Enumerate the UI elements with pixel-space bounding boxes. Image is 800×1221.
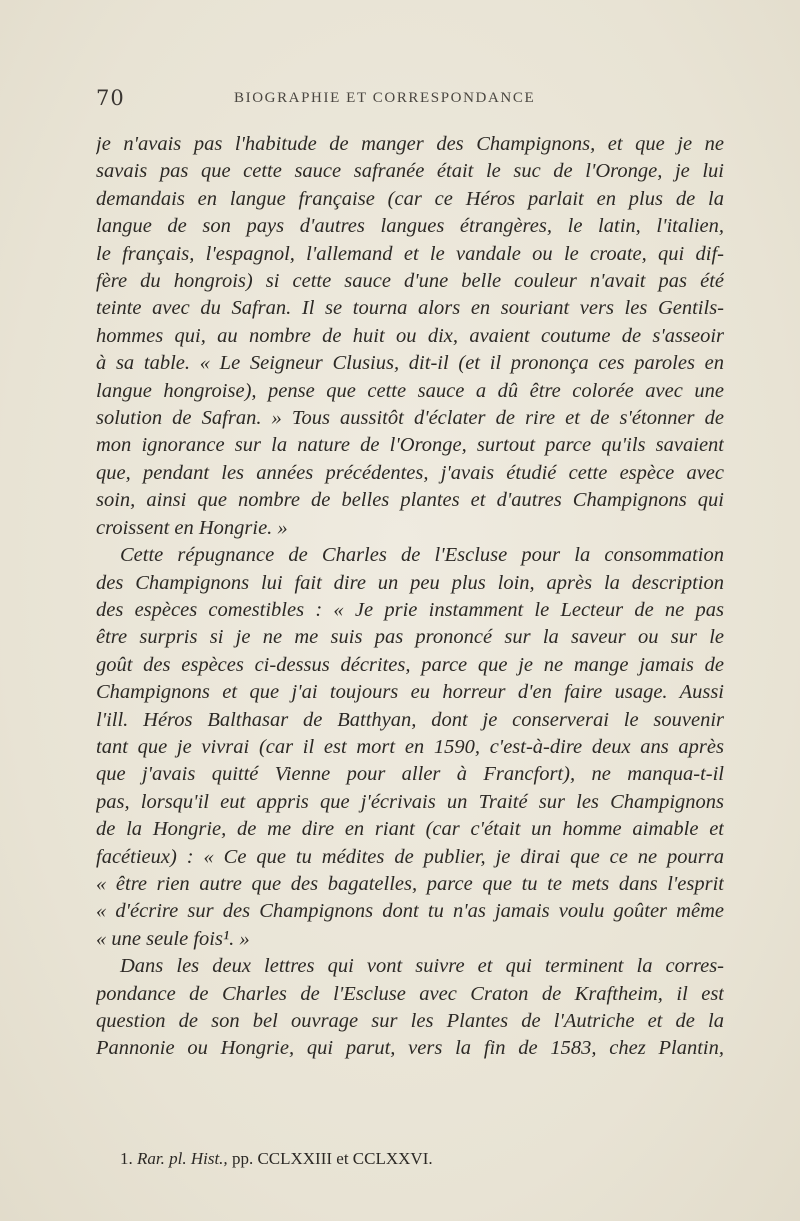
text-line: « une seule fois¹. » — [96, 927, 250, 950]
running-title: BIOGRAPHIE ET CORRESPONDANCE — [234, 90, 536, 106]
text-line: fère du hongrois) si cette sauce d'une belle couleur n'avait pas été — [96, 270, 724, 293]
text-line: solution de Safran. » Tous aussitôt d'éclater de rire et de s'étonner de — [96, 407, 724, 430]
text-line: Cette répugnance de Charles de l'Escluse pour la consommation — [120, 544, 724, 567]
text-line: Pannonie ou Hongrie, qui parut, vers la fin de 1583, chez Plantin, — [96, 1037, 724, 1060]
text-line: pondance de Charles de l'Escluse avec Craton de Kraftheim, il est — [96, 982, 724, 1005]
text-line: croissent en Hongrie. » — [96, 516, 288, 539]
text-line: des espèces comestibles : « Je prie instamment le Lecteur de ne pas — [96, 598, 724, 621]
text-line: mon ignorance sur la nature de l'Oronge, surtout parce qu'ils savaient — [96, 434, 724, 457]
footnote-reference: Rar. pl. Hist., — [137, 1149, 228, 1168]
text-line: être surpris si je ne me suis pas prononcé sur la saveur ou sur le — [96, 626, 724, 649]
text-line: « être rien autre que des bagatelles, parce que tu te mets dans l'esprit — [96, 872, 724, 895]
text-line: teinte avec du Safran. Il se tourna alors en souriant vers les Gentils- — [96, 297, 724, 320]
text-line: langue hongroise), pense que cette sauce a dû être colorée avec une — [96, 379, 724, 402]
footnote-pages: pp. CCLXXIII et CCLXXVI. — [231, 1149, 433, 1168]
text-line: question de son bel ouvrage sur les Plantes de l'Autriche et de la — [96, 1010, 724, 1032]
text-line: à sa table. « Le Seigneur Clusius, dit-il (et il prononça ces paroles en — [96, 352, 724, 375]
text-line: que, pendant les années précédentes, j'avais étudié cette espèce avec — [96, 461, 724, 484]
text-line: tant que je vivrai (car il est mort en 1590, c'est-à-dire deux ans après — [96, 735, 724, 758]
text-line: facétieux) : « Ce que tu médites de publier, je dirai que ce ne pourra — [96, 845, 724, 868]
text-line: l'ill. Héros Balthasar de Batthyan, dont je conserverai le souvenir — [96, 708, 724, 731]
text-line: « d'écrire sur des Champignons dont tu n'as jamais voulu goûter même — [96, 900, 724, 923]
text-line: Champignons et que j'ai toujours eu horreur d'en faire usage. Aussi — [96, 681, 724, 704]
text-line: demandais en langue française (car ce Héros parlait en plus de la — [96, 187, 724, 210]
text-line: je n'avais pas l'habitude de manger des Champignons, et que je ne — [96, 133, 724, 155]
text-line: de la Hongrie, de me dire en riant (car c'était un homme aimable et — [96, 818, 724, 841]
body-text — [96, 131, 724, 1063]
page-number: 70 — [96, 86, 125, 110]
text-line: goût des espèces ci-dessus décrites, parce que je ne mange jamais de — [96, 653, 724, 676]
text-line: pas, lorsqu'il eut appris que j'écrivais un Traité sur les Champignons — [96, 790, 724, 813]
footnote-number: 1. — [120, 1149, 133, 1168]
text-line: savais pas que cette sauce safranée était le suc de l'Oronge, je lui — [96, 160, 724, 183]
footnote — [120, 1149, 433, 1169]
page-header — [96, 86, 720, 114]
text-line: langue de son pays d'autres langues étrangères, le latin, l'italien, — [96, 215, 724, 238]
text-line: que j'avais quitté Vienne pour aller à Francfort), ne manqua-t-il — [96, 763, 724, 786]
text-line: le français, l'espagnol, l'allemand et le vandale ou le croate, qui dif- — [96, 242, 724, 265]
text-line: Dans les deux lettres qui vont suivre et qui terminent la corres- — [120, 955, 724, 978]
text-line: hommes qui, au nombre de huit ou dix, avaient coutume de s'asseoir — [96, 324, 724, 347]
text-line: soin, ainsi que nombre de belles plantes et d'autres Champignons qui — [96, 489, 724, 512]
text-line: des Champignons lui fait dire un peu plus loin, après la description — [96, 571, 724, 594]
